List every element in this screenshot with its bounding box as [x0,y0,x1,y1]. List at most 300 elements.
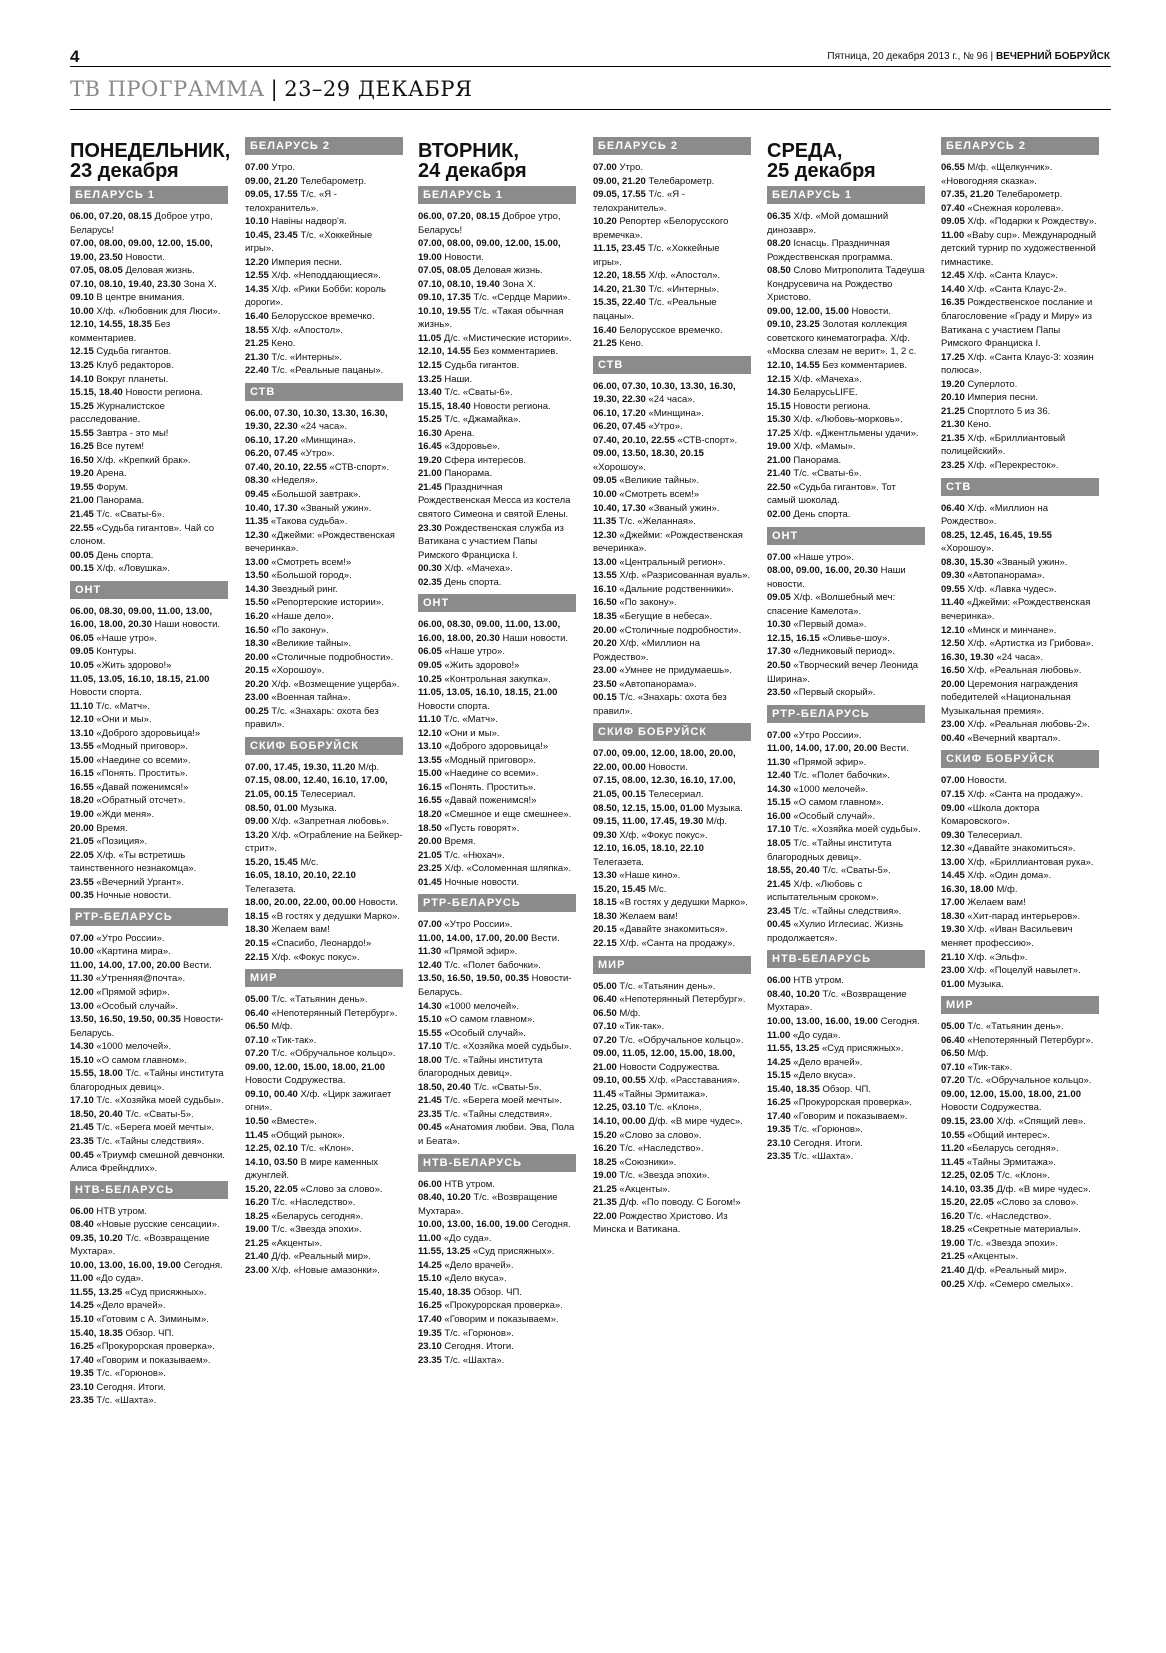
listing-time: 10.25 [418,673,442,685]
listing-time: 09.45 [245,489,269,501]
listing-time: 18.35 [593,610,617,622]
listing-title: Обзор. ЧП. [470,1286,522,1298]
listing-item [418,767,576,781]
listing-item [941,951,1099,965]
listing-title: Телебарометр. [645,175,715,187]
day-name: ПОНЕДЕЛЬНИК, [70,140,231,162]
listing-title: Х/ф. «Подарки к Рождеству». [964,216,1097,228]
listing-title: Новости региона. [470,400,551,412]
listing-title: Журналистское расследование. [70,400,165,426]
listing-title: «Наше утро». [790,551,854,563]
listing-item [767,796,925,810]
listing-title: Церемония награждения победителей «Национальная Музыкальная премия». [941,678,1078,717]
listing-time: 13.55 [418,754,442,766]
listing-time: 08.50, 12.15, 15.00, 01.00 [593,802,704,814]
listing-title: «Непотерянный Петербург». [964,1034,1094,1046]
listing-time: 07.00, 17.45, 19.30, 11.20 [245,761,356,773]
listing-item [593,447,751,474]
listing-title: «Утро России». [790,729,862,741]
listing-item [593,556,751,570]
listing-item [70,1367,228,1381]
channel-header: СКИФ БОБРУЙСК [593,723,751,741]
listing-item [418,237,576,264]
channel-header: БЕЛАРУСЬ 2 [941,137,1099,155]
listing-time: 09.00, 12.00, 15.00, 18.00, 21.00 [941,1088,1081,1100]
day-heading [767,141,925,181]
listing-time: 11.55, 13.25 [418,1246,471,1258]
listing-time: 16.55 [418,795,442,807]
listing-title: Т/с. «Хозяйка моей судьбы». [441,1041,572,1053]
listing-time: 20.15 [245,937,269,949]
listing-item [418,332,576,346]
listing-title: Т/с. «Клон». [993,1170,1050,1182]
listing-time: 23.00 [245,1265,269,1277]
listing-time: 17.40 [70,1354,94,1366]
listing-time: 21.05 [418,849,442,861]
listing-time: 12.20 [245,256,269,268]
listing-item [767,783,925,797]
listing-item [767,318,925,359]
listing-title: Новости. [848,305,891,317]
listing-item [593,980,751,994]
listing-time: 11.05, 13.05, 16.10, 18.15, 21.00 [70,673,210,685]
listing-time: 19.20 [941,378,965,390]
listing-item [418,1259,576,1273]
listing-title: «Суд присяжных». [470,1246,555,1258]
listing-time: 23.35 [70,1395,94,1407]
listing-title: «Жить здорово!» [93,659,172,671]
listing-time: 12.30 [941,843,965,855]
listing-time: 06.05 [418,646,442,658]
listing-title: «Анатомия любви. Эва, Пола и Беата». [418,1122,575,1147]
listing-title: «До суда». [790,1029,841,1041]
listing-item [245,637,403,651]
listing-item [767,618,925,632]
listing-item [767,413,925,427]
listing-title: Х/ф. «Расставания». [645,1075,740,1087]
listing-time: 19.00 [593,1170,617,1182]
listing-title: «Столичные подробности». [268,651,394,663]
listing-title: Рождественское послание и благословение «Граду и Миру» из Ватикана с участием Папы Римского Франциска I. [941,297,1093,350]
listing-time: 12.10 [941,624,965,636]
listing-time: 23.25 [941,460,965,472]
listing-time: 23.55 [70,876,94,888]
listing-time: 14.30 [245,583,269,595]
listing-item [245,1129,403,1143]
listing-item [941,842,1099,856]
listing-title: Х/ф. «Запретная любовь». [268,816,390,828]
listing-item [245,215,403,229]
listing-time: 06.20, 07.45 [245,448,298,460]
listing-item [418,576,576,590]
listing-title: Т/с. «Хоккейные игры». [593,243,720,268]
listing-item [70,264,228,278]
listing-item [593,1210,751,1237]
listing-time: 23.35 [418,1108,442,1120]
listing-item [941,964,1099,978]
listing-title: Новости. [355,897,398,909]
listing-time: 18.30 [941,910,965,922]
listing-item [245,678,403,692]
listing-title: Т/с. «Интерны». [268,351,343,363]
listing-title: Т/с. «Клон». [645,1102,702,1114]
listing-item [767,988,925,1015]
listing-title: «Тайны Эрмитажа». [964,1156,1056,1168]
listing-time: 23.10 [767,1137,791,1149]
listing-title: Новости-Беларусь. [418,973,572,998]
listing-item [70,1272,228,1286]
listing-item [70,1000,228,1014]
listing-title: Сегодня. Итоги. [93,1381,166,1393]
listing-title: Т/с. «Интерны». [645,283,720,295]
listing-title: Телесериал. [645,788,704,800]
listing-title: «Тик-так». [616,1021,665,1033]
listing-item [593,815,751,829]
listing-item [941,978,1099,992]
listing-time: 10.20 [593,216,617,228]
listing-item [767,210,925,237]
listing-item [418,1027,576,1041]
listing-time: 15.00 [70,754,94,766]
listing-item [767,1123,925,1137]
listing-item [70,494,228,508]
listing-time: 15.10 [70,1314,94,1326]
listing-item [70,794,228,808]
listing-title: Д/ф. «По поводу. С Богом!» [616,1197,741,1209]
listing-time: 15.40, 18.35 [70,1327,123,1339]
listing-title: Х/ф. «Любовь с испытательным сроком». [767,878,879,904]
listing-time: 18.00, 20.00, 22.00, 00.00 [245,897,356,909]
listing-title: В мире каменных джунглей. [245,1156,379,1182]
listing-item [70,740,228,754]
channel-header: РТР-БЕЛАРУСЬ [70,908,228,926]
listing-time: 10.30 [767,619,791,631]
listing-title: Х/ф. «Спящий лев». [993,1116,1086,1127]
channel-header: МИР [245,969,403,987]
listing-item [418,673,576,687]
listing-item [941,1169,1099,1183]
listing-item [70,481,228,495]
channel-header: НТВ-БЕЛАРУСЬ [767,950,925,968]
listing-time: 21.45 [70,1122,94,1134]
section-name: ТВ ПРОГРАММА [70,77,265,101]
listing-time: 07.10 [593,1021,617,1033]
listing-time: 11.30 [418,946,442,958]
listing-time: 23.00 [941,719,965,731]
listing-item [418,278,576,292]
listing-time: 17.10 [767,824,791,836]
listing-item [418,291,576,305]
listing-title: Т/с. «Тайны института благородных девиц». [418,1054,543,1080]
channel-header: НТВ-БЕЛАРУСЬ [418,1154,576,1172]
listing-time: 16.05, 18.10, 20.10, 22.10 [245,870,356,882]
listing-title: БеларусьLIFE. [790,387,858,399]
listing-time: 20.20 [245,678,269,690]
listing-title: Т/с. «Звезда эпохи». [964,1237,1058,1249]
listing-time: 16.10 [593,583,617,595]
listing-title: Т/с. «Берега моей мечты». [93,1122,215,1134]
listing-title: Т/с. «Хозяйка моей судьбы». [790,824,921,836]
listing-title: Слово Митрополита Тадеуша Кондрусевича на Рождество Христово. [767,265,925,304]
listing-time: 21.25 [941,1251,965,1263]
listing-time: 18.05 [767,837,791,849]
listing-time: 07.00, 08.00, 09.00, 12.00, 15.00, 19.00 [418,238,561,263]
listing-title: «24 часа». [297,421,348,433]
listing-title: Сегодня. [180,1259,223,1271]
listing-time: 17.30 [767,646,791,658]
listing-time: 06.40 [245,1007,269,1019]
listing-time: 09.35, 10.20 [70,1232,123,1244]
listing-item [767,837,925,864]
listing-time: 07.00 [593,162,617,173]
listing-title: Доброе утро, Беларусь! [70,211,213,236]
listing-title: Новости. [964,775,1007,787]
listing-item [245,937,403,951]
listing-title: «Творческий вечер Леонида Ширина». [767,659,919,685]
listing-item [767,905,925,919]
listing-item [245,488,403,502]
issue-line: Пятница, 20 декабря 2013 г., № 96 | ВЕЧЕРНИЙ БОБРУЙСК [827,51,1110,62]
listing-title: «Акценты». [268,1237,323,1249]
listing-item [245,651,403,665]
listing-title: «Наше утро». [93,632,157,644]
listing-time: 15.55, 18.00 [70,1068,123,1080]
listing-time: 23.50 [593,678,617,690]
listing-title: «Оливье-шоу». [819,632,890,644]
listing-item [245,596,403,610]
listing-item [941,1047,1099,1061]
listing-title: Время. [93,822,128,834]
listing-time: 10.10 [245,216,269,228]
day-date: 24 декабря [418,160,527,182]
listing-item [245,502,403,516]
day-name: ВТОРНИК, [418,140,519,162]
listing-item [70,1381,228,1395]
listing-time: 17.00 [941,897,965,909]
listing-item [418,1218,576,1232]
listing-title: Т/с. «Сваты-5». [470,1081,542,1093]
listing-item [245,529,403,556]
listing-item [593,691,751,718]
listing-time: 07.40, 20.10, 22.55 [593,434,675,446]
listing-time: 14.35 [245,283,269,295]
listing-item [941,1074,1099,1088]
listing-title: Желаем вам! [964,897,1026,909]
listing-time: 15.20 [593,1129,617,1141]
listing-time: 15.15, 18.40 [418,400,471,412]
listing-time: 21.25 [593,338,617,350]
listing-time: 15.10 [70,1054,94,1066]
listing-title: «Прокурорская проверка». [93,1341,215,1353]
listing-time: 11.10 [418,714,442,726]
listing-item [245,910,403,924]
listing-title: «Беларусь сегодня». [964,1143,1059,1155]
listing-time: 21.40 [245,1251,269,1263]
listing-time: 16.25 [767,1097,791,1109]
listing-title: Желаем вам! [268,924,330,936]
listing-title: Х/ф. «Фокус покус». [616,829,708,841]
listing-item [418,522,576,563]
listing-time: 00.15 [593,692,617,704]
listing-item [245,1061,403,1088]
listing-item [245,1210,403,1224]
listing-time: 01.45 [418,876,442,888]
listing-time: 22.00 [593,1210,617,1222]
listing-item [593,434,751,448]
listing-item [70,632,228,646]
listing-time: 21.00 [767,454,791,466]
listing-item [941,1034,1099,1048]
listing-time: 23.00 [245,692,269,704]
listing-title: Наши новости. [499,632,569,644]
listing-item [70,1313,228,1327]
day-heading [70,140,231,182]
listing-time: 15.15, 18.40 [70,387,123,399]
listing-title: «Прямой эфир». [93,986,170,998]
listing-time: 10.00 [70,946,94,958]
listing-time: 00.40 [941,732,965,744]
listing-time: 11.30 [70,973,94,985]
listing-time: 09.05 [593,475,617,487]
listing-time: 17.40 [767,1110,791,1122]
listing-item [70,1259,228,1273]
listing-title: «Слово за слово». [297,1183,383,1195]
header-rule [70,66,1111,67]
listing-title: «Прямой эфир». [441,946,518,958]
listing-title: В центре внимания. [93,292,185,304]
listing-item [941,378,1099,392]
listing-title: Золотая коллекция советского кинематографа. Х/ф. «Москва слезам не верит». 1, 2 с. [767,319,917,358]
listing-item [941,1061,1099,1075]
listing-time: 09.05 [70,646,94,658]
listing-title: Т/с. «Сваты-5». [122,1108,194,1120]
listing-item [70,1013,228,1040]
listing-time: 17.10 [418,1041,442,1053]
listing-title: Кено. [964,419,992,431]
listing-item [941,188,1099,202]
listing-item [941,802,1099,829]
listing-time: 15.50 [245,597,269,609]
listing-item [767,427,925,441]
channel-header: МИР [593,956,751,974]
channel-header: СКИФ БОБРУЙСК [941,750,1099,768]
listing-item [70,522,228,549]
listing-title: «В гостях у дедушки Марко». [616,897,748,909]
listing-item [767,481,925,508]
listing-item [941,569,1099,583]
listing-title: Новости-Беларусь. [70,1014,224,1039]
listing-title: «Смотреть всем!» [616,489,700,501]
listing-item [767,467,925,481]
listing-item [245,774,403,801]
listing-title: Існасць. Праздничная Рождественская программа. [767,238,893,263]
listing-item [70,1054,228,1068]
channel-header: СТВ [941,478,1099,496]
listing-item [767,742,925,756]
page-number: 4 [70,47,80,66]
listing-time: 18.15 [245,910,269,922]
listing-item [941,1250,1099,1264]
listing-time: 19.00 [767,441,791,453]
listing-title: М/с. [645,883,667,895]
listing-title: «Особый случай». [93,1000,178,1012]
listing-item [418,427,576,441]
listing-time: 05.00 [245,994,269,1006]
listing-time: 21.45 [767,878,791,890]
listing-time: 09.00, 21.20 [593,175,646,187]
listing-item [418,359,576,373]
listing-time: 20.20 [593,638,617,650]
listing-time: 12.45 [941,270,965,282]
listing-title: «Союзники». [616,1156,677,1168]
listing-item [767,645,925,659]
listing-item [245,364,403,378]
listing-title: Т/с. «Горюнов». [790,1124,863,1136]
listing-title: «Дело врачей». [790,1056,863,1068]
listing-time: 15.55 [418,1027,442,1039]
listing-time: 21.30 [941,419,965,431]
listing-time: 13.50, 16.50, 19.50, 00.35 [418,973,529,985]
listing-item [245,256,403,270]
listing-title: Х/ф. «Иван Васильевич меняет профессию». [941,924,1073,949]
listing-title: «Дело вкуса». [790,1070,856,1082]
listing-time: 12.10, 16.05, 18.10, 22.10 [593,843,704,855]
listing-item [70,822,228,836]
listing-time: 12.25, 03.10 [593,1102,646,1114]
listing-title: «СТВ-спорт». [326,461,390,473]
listing-item [70,1094,228,1108]
listing-time: 10.00, 13.00, 16.00, 19.00 [767,1015,878,1027]
listing-time: 21.25 [593,1183,617,1195]
listing-item [70,359,228,373]
listing-time: 19.55 [70,481,94,493]
listing-title: Х/ф. «Рики Бобби: король дороги». [245,283,386,309]
listing-item [418,1191,576,1218]
channel-header: СКИФ БОБРУЙСК [245,737,403,755]
listing-item [593,896,751,910]
listing-item [418,1313,576,1327]
listing-title: «Хорошоу». [593,461,646,473]
listing-time: 19.00 [70,808,94,820]
listing-title: Вести. [528,932,560,944]
listing-time: 18.50, 20.40 [70,1108,123,1120]
listing-title: Т/с. «Наследство». [616,1143,704,1155]
listing-item [70,727,228,741]
listing-item [767,1137,925,1151]
listing-time: 01.00 [941,978,965,990]
listing-title: Доброе утро, Беларусь! [418,211,561,236]
listing-time: 11.20 [941,1143,965,1155]
listing-title: М/ф. [268,1021,293,1033]
listing-title: Т/с. «Я - телохранитель». [593,189,685,214]
listing-title: Новости спорта. [418,700,490,712]
listing-item [418,835,576,849]
listing-time: 12.50 [941,638,965,650]
listing-item [70,1299,228,1313]
listing-item [941,774,1099,788]
listing-time: 23.10 [70,1381,94,1393]
listing-time: 12.10, 14.55 [418,346,471,358]
listing-item [593,407,751,421]
listing-time: 16.25 [418,1300,442,1312]
listing-time: 10.00, 13.00, 16.00, 19.00 [70,1259,181,1271]
listing-time: 06.40 [941,502,965,514]
listing-time: 12.15 [418,360,442,372]
listing-title: Репортер «Белорусского времечка». [593,216,729,241]
listing-item [70,210,228,237]
listing-time: 14.30 [767,387,791,399]
listing-item [593,569,751,583]
